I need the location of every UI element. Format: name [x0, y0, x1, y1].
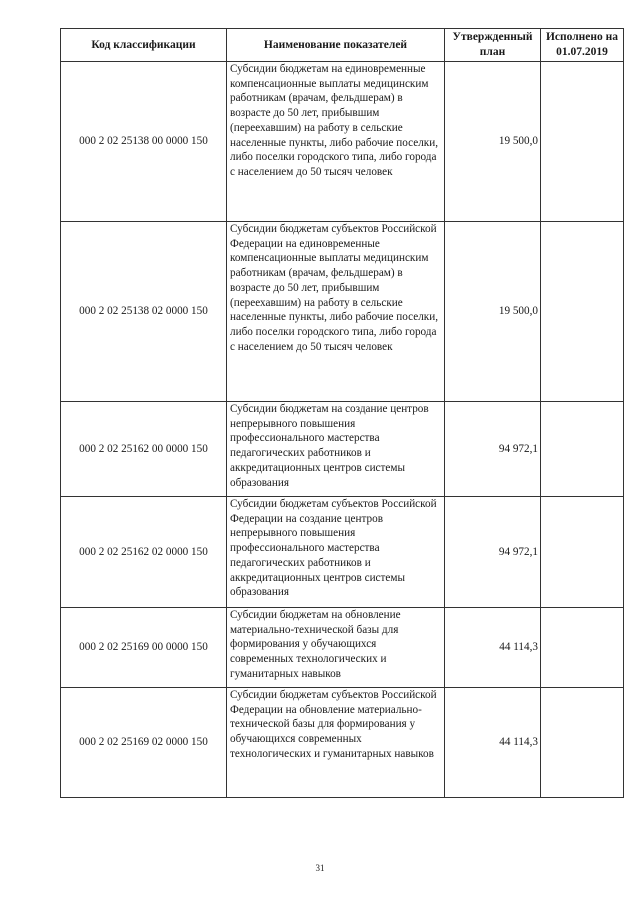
budget-table [60, 28, 624, 798]
row-plan: 44 114,3 [445, 688, 541, 798]
row-name: Субсидии бюджетам субъектов Российской Федерации на единовременные компенсационные выплаты медицинским работникам (врачам, фельдшерам) в возрасте до 50 лет, прибывшим (переехавшим) на работу в сельские населенные пункты, либо рабочие поселки, либо поселки городского типа, либо города с населением до 50 тысяч человек [227, 222, 445, 402]
table-row [61, 402, 624, 497]
row-name: Субсидии бюджетам субъектов Российской Федерации на обновление материально-технической базы для формирования у обучающихся современных технологических и гуманитарных навыков [227, 688, 445, 798]
row-code: 000 2 02 25169 02 0000 150 [61, 688, 227, 798]
row-done [541, 222, 624, 402]
table-row [61, 222, 624, 402]
header-plan: Утвержденный план [445, 29, 541, 62]
row-plan: 94 972,1 [445, 402, 541, 497]
table-row [61, 688, 624, 798]
header-row [61, 29, 624, 62]
row-code: 000 2 02 25138 02 0000 150 [61, 222, 227, 402]
row-done [541, 688, 624, 798]
row-plan: 94 972,1 [445, 497, 541, 608]
row-done [541, 497, 624, 608]
header-name: Наименование показателей [227, 29, 445, 62]
row-code: 000 2 02 25138 00 0000 150 [61, 62, 227, 222]
row-code: 000 2 02 25162 02 0000 150 [61, 497, 227, 608]
table-row [61, 497, 624, 608]
row-code: 000 2 02 25169 00 0000 150 [61, 608, 227, 688]
table-row [61, 608, 624, 688]
row-done [541, 608, 624, 688]
row-name: Субсидии бюджетам на единовременные компенсационные выплаты медицинским работникам (врачам, фельдшерам) в возрасте до 50 лет, прибывшим (переехавшим) на работу в сельские населенные пункты, либо рабочие поселки, либо поселки городского типа, либо города с населением до 50 тысяч человек [227, 62, 445, 222]
row-name: Субсидии бюджетам субъектов Российской Федерации на создание центров непрерывного повышения профессионального мастерства педагогических работников и аккредитационных центров системы образования [227, 497, 445, 608]
page-number: 31 [315, 863, 325, 873]
row-name: Субсидии бюджетам на обновление материально-технической базы для формирования у обучающихся современных технологических и гуманитарных навыков [227, 608, 445, 688]
row-plan: 19 500,0 [445, 62, 541, 222]
row-plan: 19 500,0 [445, 222, 541, 402]
header-code: Код классификации [61, 29, 227, 62]
table-row [61, 62, 624, 222]
row-plan: 44 114,3 [445, 608, 541, 688]
row-code: 000 2 02 25162 00 0000 150 [61, 402, 227, 497]
row-done [541, 402, 624, 497]
header-done: Исполнено на 01.07.2019 [541, 29, 624, 62]
row-name: Субсидии бюджетам на создание центров непрерывного повышения профессионального мастерства педагогических работников и аккредитационных центров системы образования [227, 402, 445, 497]
row-done [541, 62, 624, 222]
